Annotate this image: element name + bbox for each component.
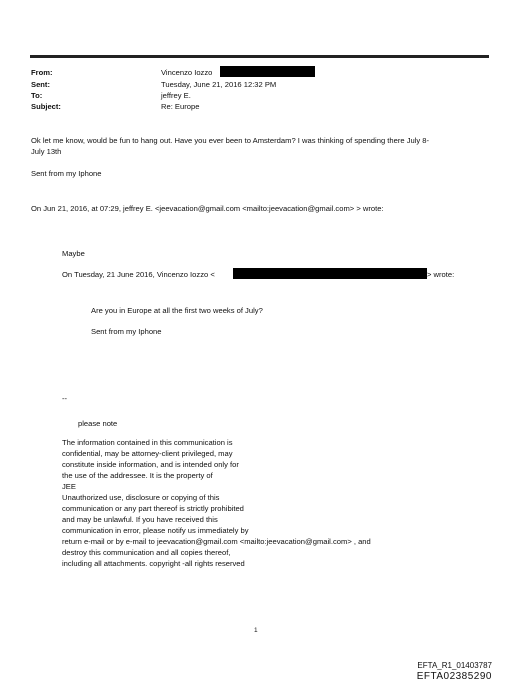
quoted-question: Are you in Europe at all the first two weeks of July?: [91, 306, 263, 315]
disclaimer-line: including all attachments. copyright -all rights reserved: [62, 559, 245, 568]
disclaimer-line: communication or any part thereof is strictly prohibited: [62, 504, 244, 513]
subject-value: Re: Europe: [161, 102, 200, 111]
quote-1-header: On Jun 21, 2016, at 07:29, jeffrey E. <jeevacation@gmail.com <mailto:jeevacation@gmail.com> > wrote:: [31, 204, 384, 213]
to-value: jeffrey E.: [161, 91, 191, 100]
disclaimer-line: return e-mail or by e-mail to jeevacation@gmail.com <mailto:jeevacation@gmail.com> , and: [62, 537, 371, 546]
bates-number-1: EFTA_R1_01403787: [417, 661, 492, 670]
disclaimer-line: and may be unlawful. If you have received this: [62, 515, 218, 524]
from-label: From:: [31, 68, 53, 77]
disclaimer-line: The information contained in this communication is: [62, 438, 233, 447]
sent-value: Tuesday, June 21, 2016 12:32 PM: [161, 80, 277, 89]
disclaimer-line: the use of the addressee. It is the property of: [62, 471, 213, 480]
sent-from-line-quoted: Sent from my Iphone: [91, 327, 162, 336]
please-note: please note: [78, 419, 118, 428]
sent-from-line: Sent from my Iphone: [31, 169, 102, 178]
from-value: Vincenzo Iozzo: [161, 68, 213, 77]
quote-2-header-suffix: > wrote:: [427, 270, 455, 279]
subject-label: Subject:: [31, 102, 61, 111]
disclaimer-line: JEE: [62, 482, 76, 491]
body-line-2: July 13th: [31, 147, 62, 156]
disclaimer-line: communication in error, please notify us immediately by: [62, 526, 249, 535]
quote-2-header-prefix: On Tuesday, 21 June 2016, Vincenzo Iozzo <: [62, 270, 215, 279]
page-number: 1: [254, 627, 258, 634]
disclaimer-block: [62, 437, 371, 569]
body-line-1: Ok let me know, would be fun to hang out. Have you ever been to Amsterdam? I was thinking of spending there July 8-: [31, 136, 430, 145]
to-label: To:: [31, 91, 43, 100]
disclaimer-line: Unauthorized use, disclosure or copying of this: [62, 493, 220, 502]
bates-number-2: EFTA02385290: [416, 671, 492, 682]
header-rule: [30, 55, 489, 58]
reply-maybe: Maybe: [62, 249, 85, 258]
disclaimer-line: destroy this communication and all copies thereof,: [62, 548, 231, 557]
disclaimer-line: constitute inside information, and is intended only for: [62, 460, 239, 469]
disclaimer-line: confidential, may be attorney-client privileged, may: [62, 449, 233, 458]
signature-dashes: --: [62, 394, 68, 403]
redaction-box: [233, 268, 427, 279]
sent-label: Sent:: [31, 80, 50, 89]
redaction-box: [220, 66, 315, 77]
